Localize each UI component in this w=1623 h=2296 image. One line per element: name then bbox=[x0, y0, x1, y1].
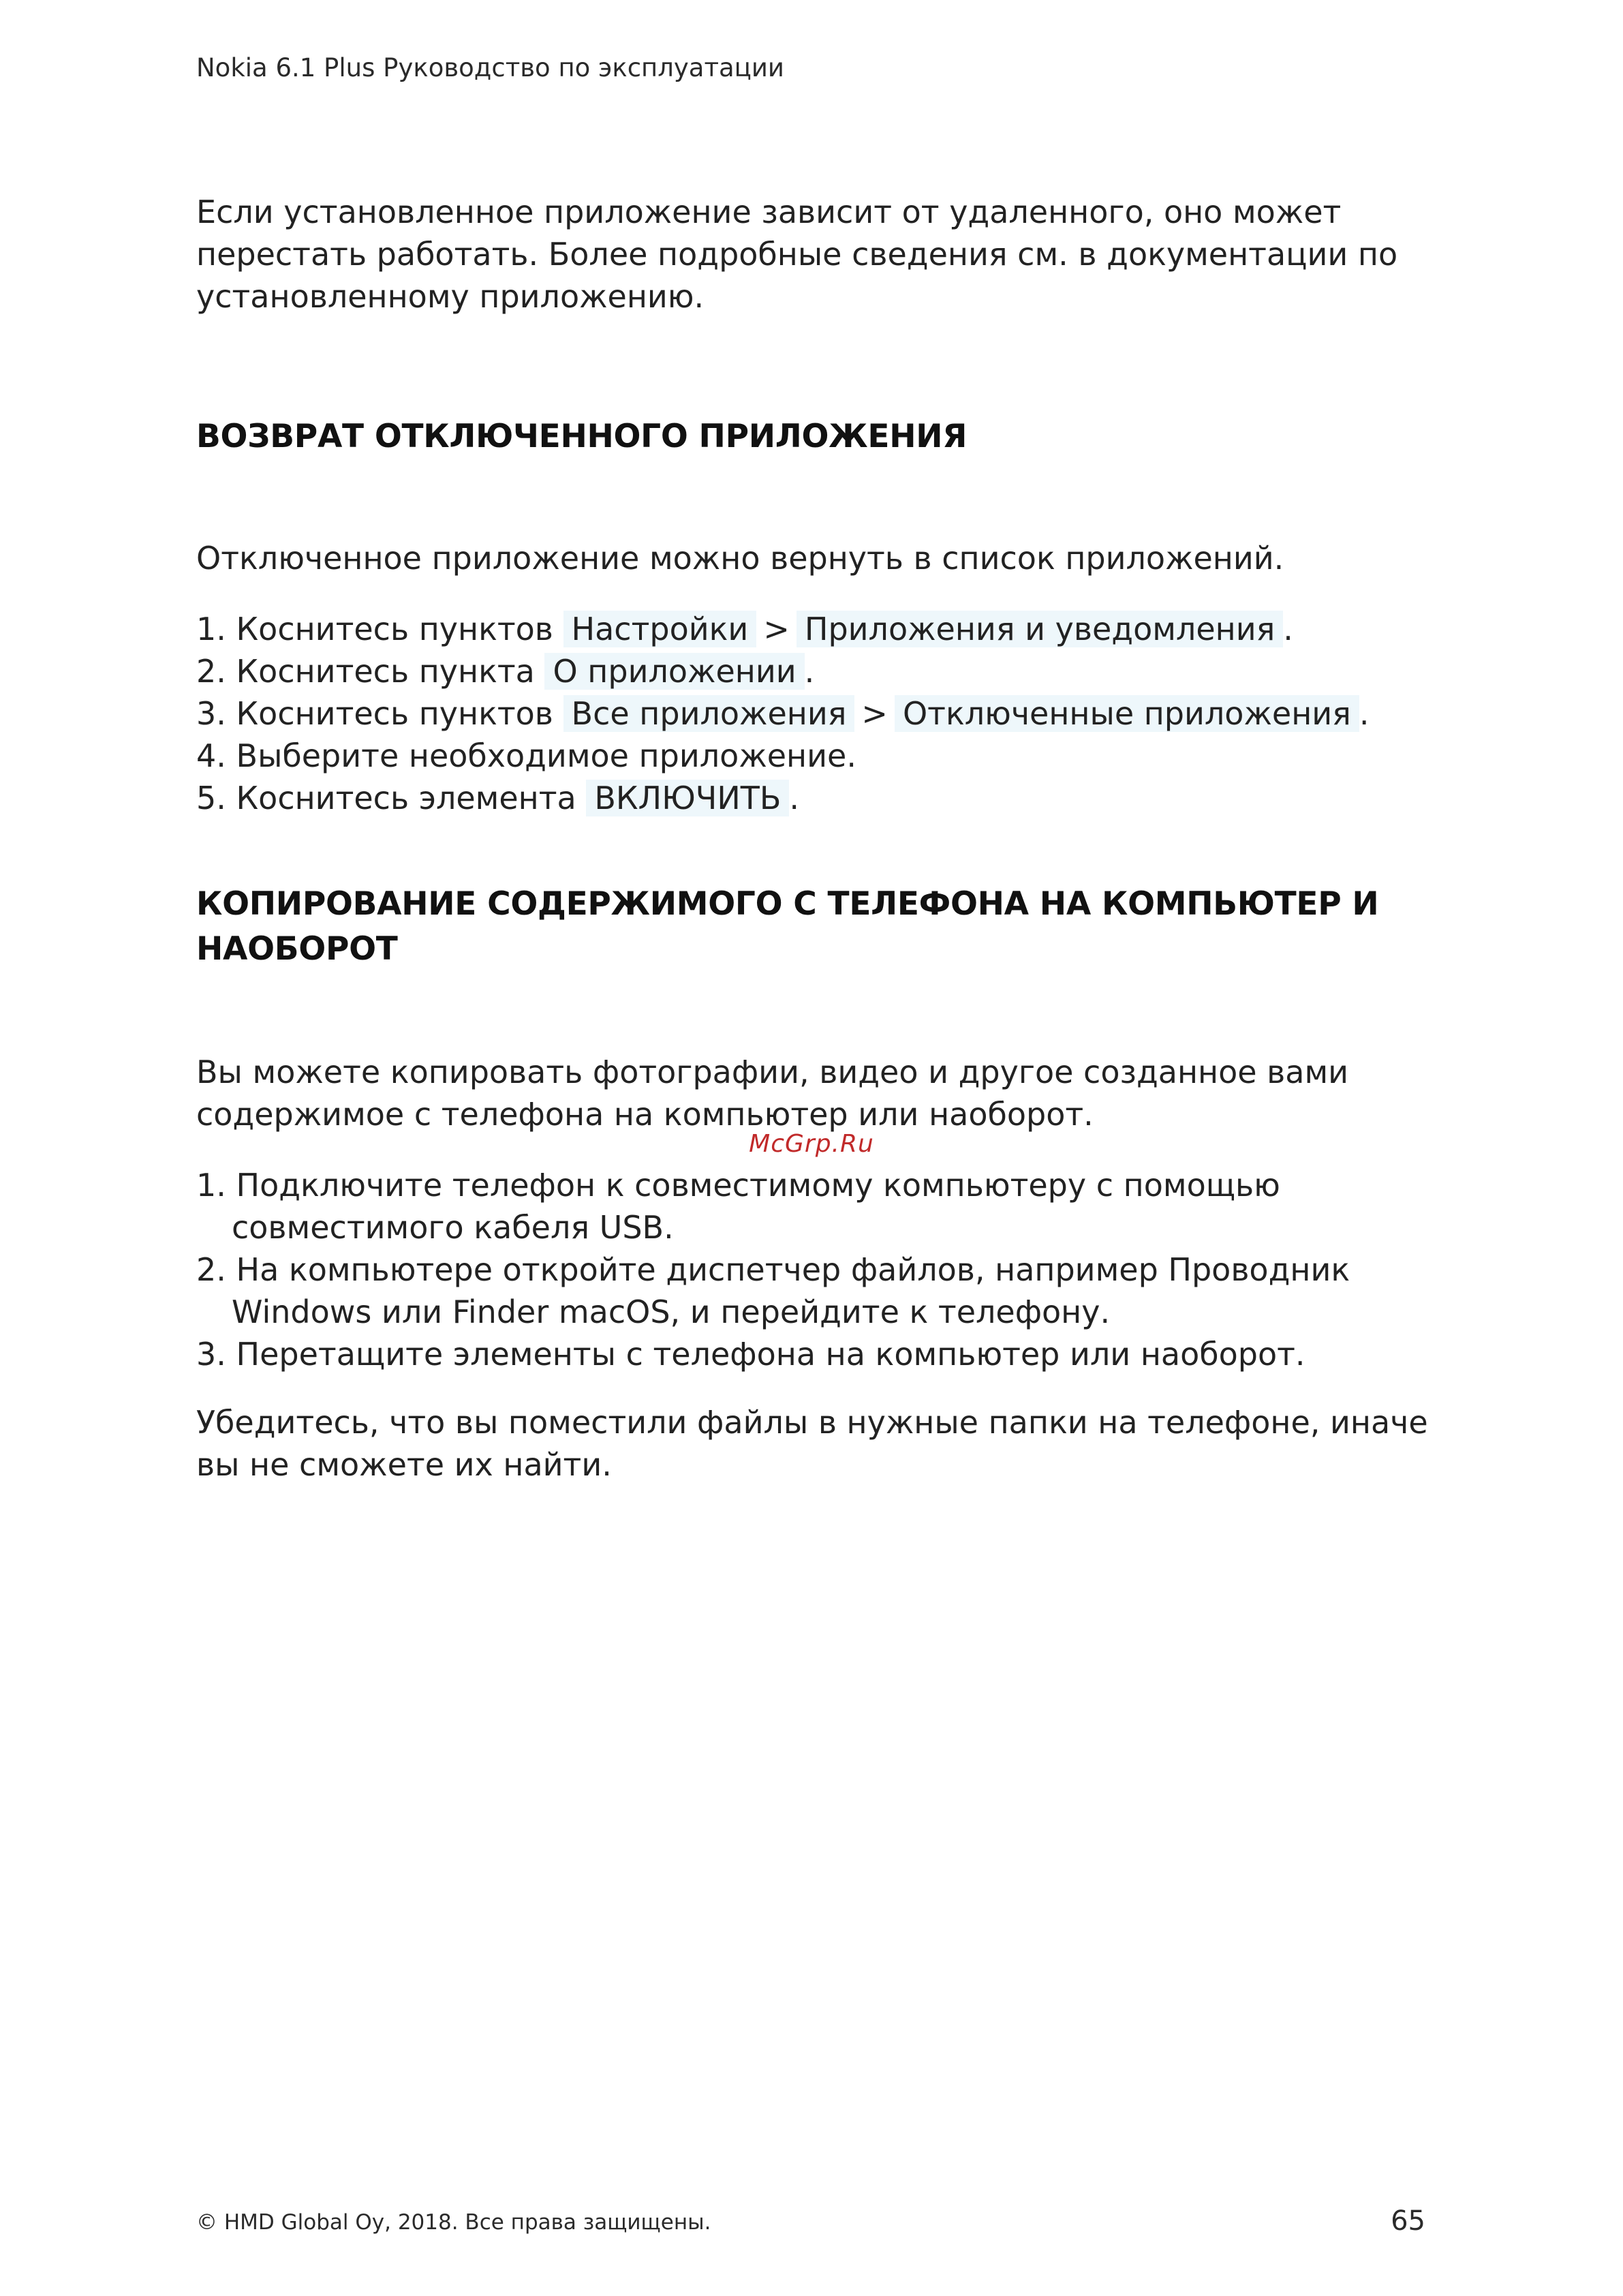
step-text: Подключите телефон к совместимому компьютеру с помощью совместимого кабеля USB. bbox=[232, 1167, 1280, 1246]
list-item bbox=[196, 1164, 1477, 1249]
step-number: 3. bbox=[196, 1336, 226, 1373]
page-content bbox=[196, 191, 1477, 1486]
ui-term-all-apps: Все приложения bbox=[563, 695, 855, 732]
step-number: 1. bbox=[196, 1167, 226, 1204]
page-number: 65 bbox=[1391, 2205, 1425, 2237]
copy-steps-list bbox=[196, 1164, 1477, 1375]
page-header: Nokia 6.1 Plus Руководство по эксплуатации bbox=[196, 53, 784, 82]
step-text: Коснитесь пунктов bbox=[236, 695, 553, 732]
path-separator: > bbox=[861, 695, 888, 732]
watermark: McGrp.Ru bbox=[749, 1130, 874, 1158]
list-item bbox=[196, 1333, 1477, 1375]
step-number: 1. bbox=[196, 611, 226, 647]
section-heading-copy-content: КОПИРОВАНИЕ СОДЕРЖИМОГО С ТЕЛЕФОНА НА КОМПЬЮТЕР И НАОБОРОТ bbox=[196, 885, 1379, 968]
ui-term-app-info: О приложении bbox=[544, 653, 804, 690]
section1-paragraph: Отключенное приложение можно вернуть в список приложений. bbox=[196, 540, 1284, 577]
list-item bbox=[196, 777, 1477, 819]
list-item bbox=[196, 1249, 1477, 1333]
step-text: Коснитесь пунктов bbox=[236, 611, 553, 647]
step-number: 2. bbox=[196, 653, 226, 690]
step-text: Коснитесь элемента bbox=[236, 780, 576, 816]
section-heading-restore-app: ВОЗВРАТ ОТКЛЮЧЕННОГО ПРИЛОЖЕНИЯ bbox=[196, 418, 968, 455]
ui-term-apps-notifications: Приложения и уведомления bbox=[797, 611, 1283, 647]
restore-steps-list bbox=[196, 608, 1477, 819]
step-text: На компьютере откройте диспетчер файлов, например Проводник Windows или Finder macOS, и перейдите к телефону. bbox=[232, 1251, 1350, 1330]
ui-term-settings: Настройки bbox=[563, 611, 757, 647]
list-item bbox=[196, 650, 1477, 692]
step-number: 4. bbox=[196, 737, 226, 774]
ui-term-disabled-apps: Отключенные приложения bbox=[895, 695, 1359, 732]
footer-copyright: © HMD Global Oy, 2018. Все права защищены. bbox=[196, 2210, 711, 2235]
intro-paragraph: Если установленное приложение зависит от удаленного, оно может перестать работать. Более подробные сведения см. в документации по установленному приложению. bbox=[196, 194, 1398, 315]
section2-note: Убедитесь, что вы поместили файлы в нужные папки на телефоне, иначе вы не сможете их найти. bbox=[196, 1404, 1428, 1483]
list-item bbox=[196, 692, 1477, 735]
step-end: . bbox=[1359, 695, 1370, 732]
step-number: 3. bbox=[196, 695, 226, 732]
list-item bbox=[196, 735, 1477, 777]
step-number: 5. bbox=[196, 780, 226, 816]
step-text: Выберите необходимое приложение. bbox=[236, 737, 856, 774]
section2-paragraph: Вы можете копировать фотографии, видео и другое созданное вами содержимое с телефона на компьютер или наоборот. bbox=[196, 1054, 1349, 1133]
path-separator: > bbox=[763, 611, 790, 647]
list-item bbox=[196, 608, 1477, 650]
step-end: . bbox=[789, 780, 800, 816]
step-text: Коснитесь пункта bbox=[236, 653, 535, 690]
step-end: . bbox=[1283, 611, 1293, 647]
step-end: . bbox=[804, 653, 815, 690]
ui-term-enable: ВКЛЮЧИТЬ bbox=[586, 780, 789, 816]
step-text: Перетащите элементы с телефона на компьютер или наоборот. bbox=[236, 1336, 1305, 1373]
step-number: 2. bbox=[196, 1251, 226, 1288]
